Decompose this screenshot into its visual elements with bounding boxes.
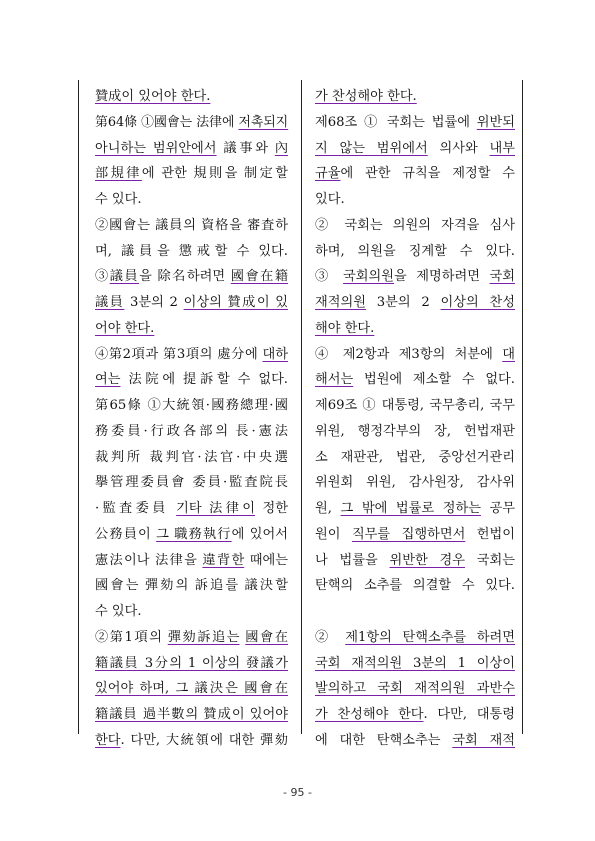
text-line-content: [315, 552, 515, 569]
text-line: [315, 191, 515, 209]
underlined-text: 지 않는 범위에서: [315, 140, 428, 156]
underlined-text: 대: [502, 346, 515, 362]
plain-text: ③: [315, 269, 344, 285]
plain-text: 헌법이: [465, 526, 515, 542]
underlined-text: 해야 한다.: [315, 320, 375, 336]
underlined-text: 여는: [95, 372, 121, 388]
plain-text: 에 대한 탄핵소추는: [315, 732, 453, 748]
plain-text: 수 있다.: [95, 192, 142, 207]
underlined-text: 籍議員 3分의 1 이상의 發議가: [95, 655, 288, 671]
plain-text: . 다만, 大統領에 대한 彈劾: [120, 732, 288, 748]
plain-text: ③: [95, 269, 110, 285]
text-line: [315, 423, 515, 441]
underlined-text: 국회 재적의원 3분의 1 이상이: [315, 655, 515, 671]
text-line: [95, 346, 288, 364]
text-line-content: [315, 243, 515, 260]
text-line: [315, 217, 515, 235]
text-line: [95, 320, 288, 338]
underlined-text: 部規律: [95, 166, 142, 182]
text-line: [315, 114, 515, 132]
underlined-text: 彈劾訴追는: [167, 629, 240, 645]
underlined-text: 한다: [95, 732, 121, 748]
text-line: [315, 449, 515, 467]
text-line: [95, 603, 288, 621]
text-line: [95, 243, 288, 261]
text-line: [315, 603, 515, 621]
text-line: [95, 526, 288, 544]
text-line-content: [95, 191, 142, 208]
text-line-content: [95, 346, 288, 363]
plain-text: 公務員이: [95, 526, 157, 542]
text-line: [95, 423, 288, 441]
text-line: [315, 706, 515, 724]
underlined-text: 저촉되지: [238, 114, 289, 130]
text-line-content: [315, 449, 515, 466]
underlined-text: 가 찬성해야 한다: [315, 707, 424, 722]
text-line: [95, 552, 288, 570]
plain-text: 에 관한 規則을 制定할: [141, 166, 288, 182]
underlined-text: 규율: [315, 166, 341, 182]
text-line: [315, 165, 515, 183]
text-line: [315, 268, 515, 286]
text-line-content: [95, 449, 288, 466]
text-line: [315, 346, 515, 364]
text-line: [95, 114, 288, 132]
underlined-text: 籍議員 過半數의 贊成이 있어야: [95, 707, 288, 722]
plain-text: ④ 제2항과 제3항의 처분에: [315, 346, 503, 362]
text-line: [95, 217, 288, 235]
text-line-content: [315, 629, 515, 646]
plain-text: ②第1項의: [95, 629, 168, 645]
underlined-text: 제1항의 탄핵소추를 하려면: [345, 629, 515, 645]
text-line-content: [95, 732, 288, 749]
text-line: [95, 140, 288, 158]
plain-text: 國會는 彈劾의 訴追를 議決할: [95, 578, 288, 594]
underlined-text: 국회 재적: [452, 732, 515, 748]
underlined-text: 議員: [95, 295, 125, 310]
plain-text: 裁判所 裁判官·法官·中央選: [95, 449, 288, 465]
plain-text: 때에는: [244, 552, 288, 568]
underlined-text: 이상의 贊成이 있: [183, 295, 288, 310]
underlined-text: 議員: [109, 269, 140, 285]
text-line: [315, 474, 515, 492]
text-line-content: [315, 165, 515, 182]
left-border-rule: [78, 80, 79, 734]
text-line: [95, 629, 288, 647]
plain-text: 에 관한 규칙을 제정할 수: [340, 166, 515, 182]
text-line-content: [95, 268, 288, 285]
text-line-content: [315, 474, 515, 491]
text-line-content: [315, 294, 515, 311]
underlined-text: 內: [274, 140, 289, 156]
plain-text: 있다.: [315, 192, 345, 207]
text-line-content: [95, 655, 288, 672]
plain-text: 에 있어서: [231, 526, 288, 542]
plain-text: 法院에 提訴할 수 없다.: [120, 372, 288, 388]
plain-text: 憲法이나 法律을: [95, 552, 203, 568]
text-line-content: [95, 706, 288, 723]
text-line-content: [315, 88, 417, 105]
plain-text: ②國會는 議員의 資格을 審査하: [95, 217, 288, 233]
underlined-text: 어야 한다.: [95, 320, 155, 336]
text-line-content: [315, 655, 515, 672]
text-line: [95, 500, 288, 518]
text-line-content: [95, 88, 210, 105]
text-line: [95, 706, 288, 724]
plain-text: 제68조 ① 국회는 법률에: [315, 114, 477, 130]
text-line-content: [315, 140, 515, 157]
text-line: [315, 655, 515, 673]
plain-text: 위원, 행정각부의 장, 헌법재판: [315, 423, 515, 439]
text-line-content: [315, 680, 515, 697]
plain-text: 을 除名하려면: [139, 269, 231, 285]
text-line: [315, 140, 515, 158]
plain-text: 의사와: [427, 140, 490, 156]
underlined-text: 국회의원: [343, 269, 395, 285]
underlined-text: 해서는: [315, 372, 354, 388]
text-line: [95, 577, 288, 595]
text-line-content: [315, 114, 515, 131]
text-line-content: [95, 243, 288, 260]
plain-text: ·監査委員: [95, 501, 177, 516]
text-line: [315, 552, 515, 570]
text-line-content: [95, 552, 288, 569]
plain-text: 법원에 제소할 수 없다.: [353, 372, 515, 388]
text-line: [95, 680, 288, 698]
text-line: [315, 243, 515, 261]
text-line-content: [95, 680, 288, 697]
underlined-text: 이상의 찬성: [440, 295, 515, 310]
plain-text: 공무: [480, 501, 516, 516]
text-line: [95, 294, 288, 312]
text-line: [315, 397, 515, 415]
text-line-content: [95, 320, 154, 337]
text-line-content: [95, 217, 288, 234]
text-line-content: [315, 706, 515, 723]
text-line: [315, 629, 515, 647]
underlined-text: 위반한 경우: [389, 552, 465, 568]
text-line: [95, 268, 288, 286]
plain-text: 第64條 ①國會는 法律에: [95, 114, 239, 130]
text-line-content: [95, 165, 288, 182]
plain-text: 정한: [254, 501, 288, 516]
text-line-content: [95, 397, 288, 414]
plain-text: 하며, 의원을 징계할 수 있다.: [315, 243, 515, 259]
underlined-text: 國會在籍: [230, 269, 289, 285]
underlined-text: 그 職務執行: [156, 526, 232, 542]
plain-text: 원이: [315, 526, 352, 542]
plain-text: 수 있다.: [95, 604, 142, 619]
text-line: [95, 371, 288, 389]
right-border-rule: [522, 80, 523, 734]
underlined-text: 아니하는 범위안에서: [95, 140, 217, 156]
text-line-content: [95, 140, 288, 157]
text-line-content: [95, 577, 288, 594]
text-line: [315, 294, 515, 312]
text-line-content: [315, 423, 515, 440]
text-line-content: [95, 114, 289, 131]
plain-text: 3분의 2: [124, 295, 184, 310]
text-line-content: [315, 526, 515, 543]
underlined-text: 贊成이 있어야 한다.: [95, 89, 211, 104]
underlined-text: 違背한: [202, 552, 245, 568]
underlined-text: 가 찬성해야 한다.: [315, 89, 417, 104]
text-line-content: [95, 603, 142, 620]
plain-text: 제69조 ① 대통령, 국무총리, 국무: [315, 398, 515, 413]
text-line: [315, 320, 515, 338]
plain-text: . 다만, 대통령: [423, 707, 515, 722]
text-line: [315, 371, 515, 389]
text-line: [95, 88, 288, 106]
center-divider-rule: [301, 80, 302, 734]
text-line-content: [315, 577, 515, 594]
underlined-text: 내부: [489, 140, 515, 156]
underlined-text: 국회: [489, 269, 515, 285]
text-line-content: [315, 732, 515, 749]
text-line: [95, 165, 288, 183]
text-line: [315, 732, 515, 750]
plain-text: 국회는: [465, 552, 515, 568]
underlined-text: 그 밖에 법률로 정하는: [340, 501, 481, 516]
text-line: [315, 577, 515, 595]
plain-text: ④第2項과 第3項의 處分에: [95, 346, 263, 362]
text-line-content: [95, 371, 288, 388]
text-line: [315, 88, 515, 106]
underlined-text: 직무를 집행하면서: [351, 526, 466, 542]
underlined-text: 國會在: [245, 629, 288, 645]
text-line-content: [315, 500, 515, 517]
plain-text: 務委員·行政各部의 長·憲法: [95, 423, 288, 439]
text-line: [315, 526, 515, 544]
plain-text: 3분의 2: [365, 295, 441, 310]
text-line-content: [95, 500, 288, 517]
text-line-content: [315, 191, 345, 208]
underlined-text: 기타 法律이: [176, 501, 255, 516]
text-line: [95, 732, 288, 750]
text-line: [315, 680, 515, 698]
text-line: [95, 397, 288, 415]
underlined-text: 위반되: [476, 114, 515, 130]
page-number: - 95 -: [283, 786, 312, 799]
text-line: [315, 500, 515, 518]
text-line-content: [315, 268, 515, 285]
plain-text: 나 법률을: [315, 552, 390, 568]
text-line: [95, 191, 288, 209]
text-line-content: [315, 397, 515, 414]
plain-text: 第65條 ①大統領·國務總理·國: [95, 398, 288, 413]
text-line-content: [315, 346, 515, 363]
plain-text: 擧管理委員會 委員·監査院長: [95, 475, 288, 491]
plain-text: 원,: [315, 501, 341, 516]
text-line-content: [95, 423, 288, 440]
text-line-content: [95, 526, 288, 543]
plain-text: 며, 議員을 懲戒할 수 있다.: [95, 243, 288, 259]
plain-text: 탄핵의 소추를 의결할 수 있다.: [315, 578, 515, 594]
text-line: [95, 655, 288, 673]
underlined-text: 발의하고 국회 재적의원 과반수: [315, 681, 515, 697]
underlined-text: 대하: [262, 346, 288, 362]
underlined-text: 재적의원: [315, 295, 366, 310]
plain-text: 소 재판관, 법관, 중앙선거관리: [315, 449, 515, 465]
text-line-content: [315, 217, 515, 234]
underlined-text: 있어야 하며, 그 議決은 國會在: [95, 681, 288, 697]
text-line-content: [95, 474, 288, 491]
plain-text: 위원회 위원, 감사원장, 감사위: [315, 475, 515, 491]
text-line-content: [95, 629, 288, 646]
text-line-content: [315, 371, 515, 388]
text-line: [95, 474, 288, 492]
plain-text: 을 제명하려면: [394, 269, 490, 285]
text-line-content: [315, 320, 374, 337]
plain-text: ② 국회는 의원의 자격을 심사: [315, 217, 515, 233]
plain-text: ②: [315, 629, 346, 645]
text-line-content: [95, 294, 288, 311]
text-line: [95, 449, 288, 467]
plain-text: 議事와: [216, 140, 275, 156]
